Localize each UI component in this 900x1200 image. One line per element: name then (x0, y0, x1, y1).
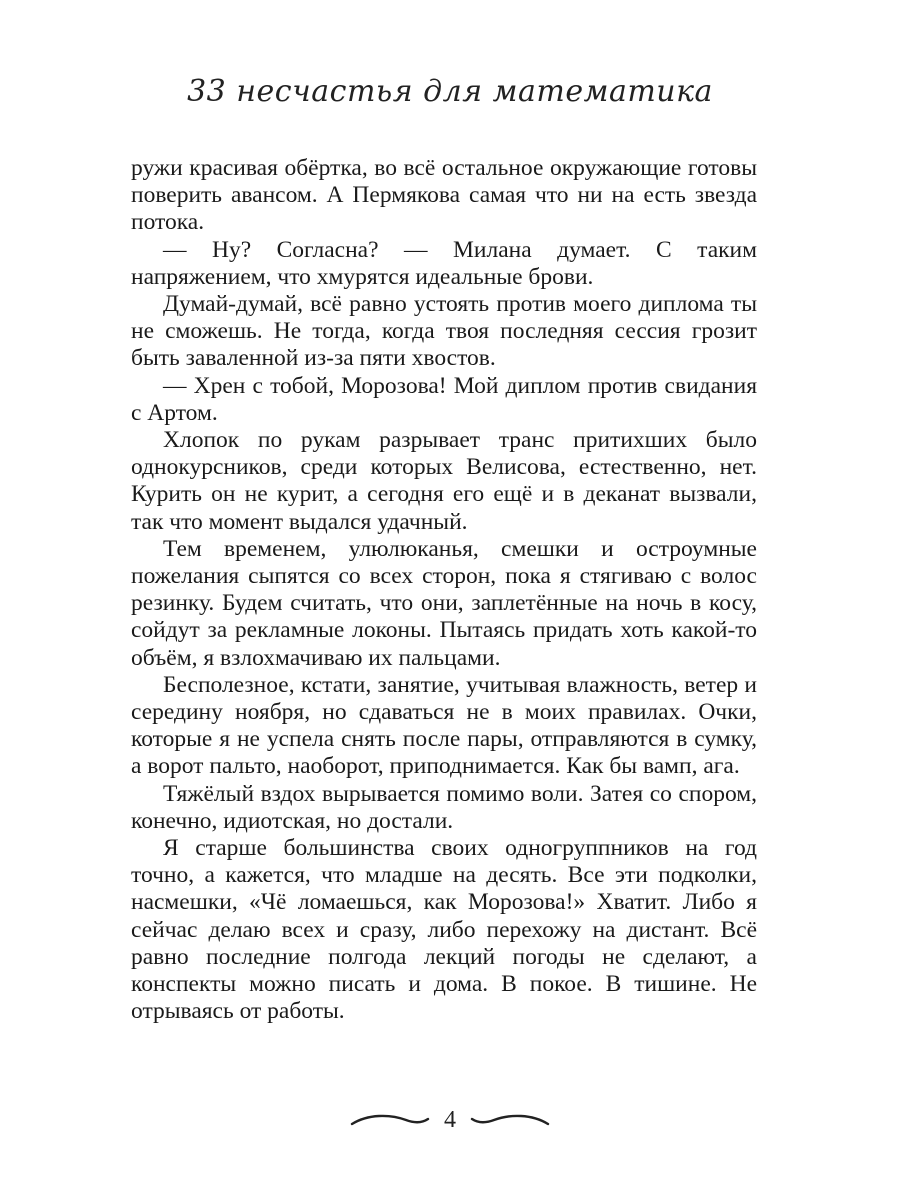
paragraph-4: — Хрен с тобой, Морозова! Мой диплом против свидания с Артом. (131, 372, 757, 426)
body-text (131, 155, 757, 1026)
paragraph-5: Хлопок по рукам разрывает транс притихших было однокурсников, среди которых Велисова, естественно, нет. Курить он не курит, а сегодня его ещё и в деканат вызвали, так что момент выдался удачный. (131, 427, 757, 535)
paragraph-7: Бесполезное, кстати, занятие, учитывая влажность, ветер и середину ноября, но сдаваться не в моих правилах. Очки, которые я не успела снять после пары, отправляются в сумку, а ворот пальто, наоборот, приподнимается. Как бы вамп, ага. (131, 671, 757, 780)
swash-right-icon (470, 1110, 550, 1130)
page-number: 4 (444, 1106, 456, 1133)
paragraph-9: Я старше большинства своих одногруппников на год точно, а кажется, что младше на десять. Все эти подколки, насмешки, «Чё ломаешься, как Морозова!» Хватит. Либо я сейчас делаю всех и сразу, либо перехожу на дистант. Всё равно последние полгода лекций погоды не сделают, а конспекты можно писать и дома. В покое. В тишине. Не отрываясь от работы. (131, 835, 757, 1025)
paragraph-2: — Ну? Согласна? — Милана думает. С таким напряжением, что хмурятся идеальные брови. (131, 236, 757, 290)
paragraph-1: ружи красивая обёртка, во всё остальное окружающие готовы поверить авансом. А Пермякова самая что ни на есть звезда потока. (131, 155, 757, 236)
swash-left-icon (350, 1110, 430, 1130)
paragraph-3: Думай-думай, всё равно устоять против моего диплома ты не сможешь. Не тогда, когда твоя последняя сессия грозит быть заваленной из-за пяти хвостов. (131, 291, 757, 372)
paragraph-6: Тем временем, улюлюканья, смешки и остроумные пожелания сыпятся со всех сторон, пока я стягиваю с волос резинку. Будем считать, что они, заплетённые на ночь в косу, сойдут за рекламные локоны. Пытаясь придать хоть какой-то объём, я взлохмачиваю их пальцами. (131, 535, 757, 671)
running-title: 33 несчастья для математика (187, 74, 713, 109)
page-footer (0, 1100, 900, 1140)
paragraph-8: Тяжёлый вздох вырывается помимо воли. Затея со спором, конечно, идиотская, но достали. (131, 780, 757, 834)
